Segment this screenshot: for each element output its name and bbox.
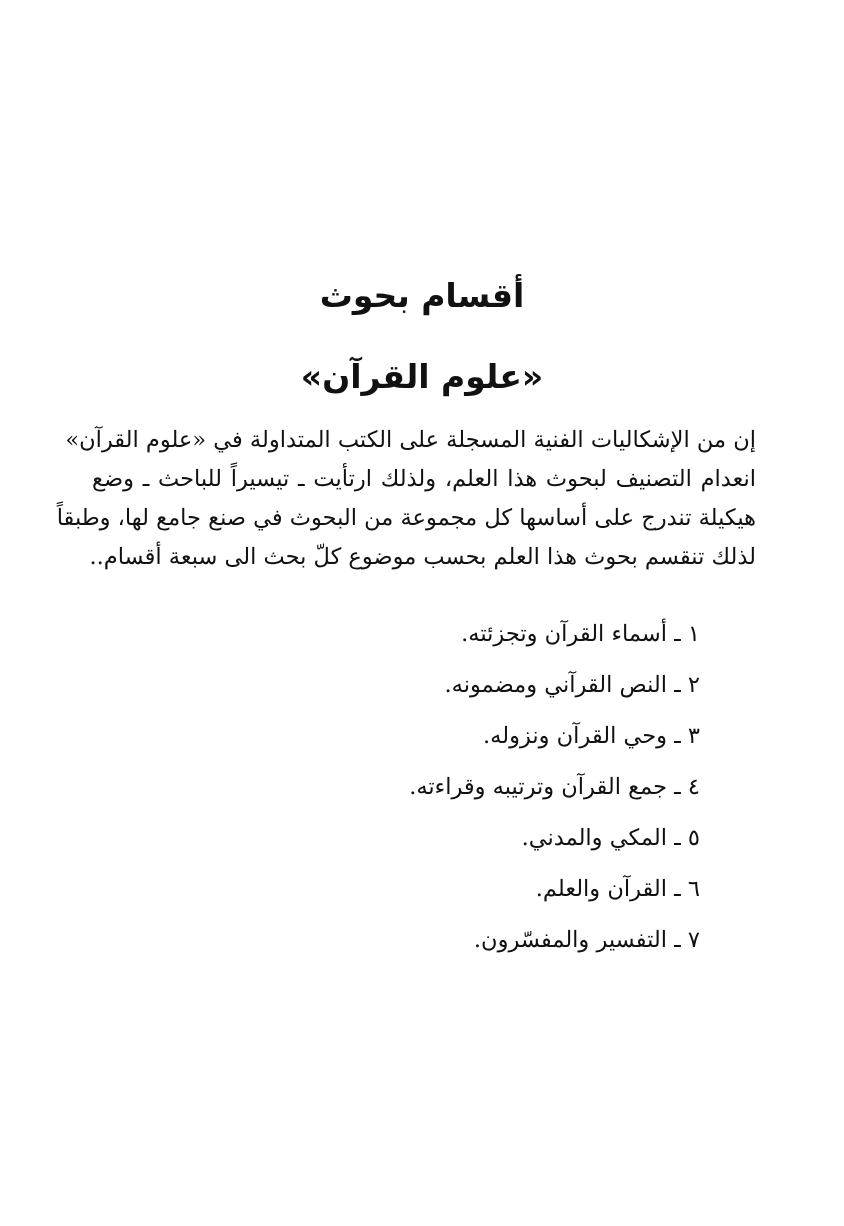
intro-line: هيكيلة تندرج على أساسها كل مجموعة من البحوث في صنع جامع لها، وطبقاً (56, 505, 756, 531)
intro-line: انعدام التصنيف لبحوث هذا العلم، ولذلك ارتأيت ـ تيسيراً للباحث ـ وضع (92, 466, 756, 492)
page-title: أقسام بحوث (319, 276, 525, 315)
section-item: ٢ ـ النص القرآني ومضمونه. (444, 672, 700, 698)
intro-paragraph (56, 421, 756, 577)
section-item: ٥ ـ المكي والمدني. (521, 825, 700, 851)
section-item: ٧ ـ التفسير والمفسّرون. (473, 927, 700, 953)
intro-line: لذلك تنقسم بحوث هذا العلم بحسب موضوع كلّ بحث الى سبعة أقسام.. (89, 544, 756, 570)
sections-list (240, 614, 700, 971)
section-item: ٤ ـ جمع القرآن وترتيبه وقراءته. (409, 774, 700, 800)
section-item: ١ ـ أسماء القرآن وتجزئته. (461, 621, 700, 647)
section-item: ٣ ـ وحي القرآن ونزوله. (483, 723, 700, 749)
section-item: ٦ ـ القرآن والعلم. (535, 876, 700, 902)
page-subtitle: «علوم القرآن» (300, 357, 544, 396)
intro-line: إن من الإشكاليات الفنية المسجلة على الكتب المتداولة في «علوم القرآن» (65, 427, 756, 453)
